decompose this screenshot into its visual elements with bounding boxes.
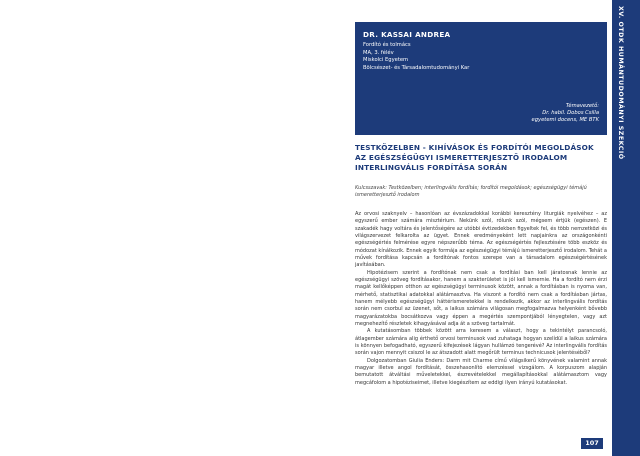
section-label: XV. OTDK HUMÁNTUDOMÁNYI SZEKCIÓ — [617, 6, 624, 160]
supervisor-position: egyetemi docens, ME BTK — [531, 117, 599, 124]
keywords-text: Testközelben; interlingvális fordítás; fordítói megoldások; egészségügyi témájú ismeretterjesztő irodalom — [355, 185, 587, 199]
author-details — [363, 42, 469, 73]
author-faculty: Bölcsészet- és Társadalomtudományi Kar — [363, 65, 470, 72]
paragraph: A kutatásomban többek között arra keresem a választ, hogy a tekintélyt parancsoló, átlagember számára alig érthető orvosi terminusok vad zuhataga hogyan szelídül a laikus számára is könnyen befogadható, egyszerű kifejezések lágyan hullámzó tengerévé? Az interlingvális fordítás során vajon mennyit csiszol le az átszadott alatt megőrült terminus technicusok jelentéséből? — [355, 328, 607, 357]
supervisor-block — [532, 103, 599, 125]
author-name: DR. KASSAI ANDREA — [363, 30, 451, 39]
keywords-label: Kulcsszavak: — [355, 185, 387, 191]
article-title: TESTKÖZELBEN - KIHÍVÁSOK ÉS FORDÍTÓI MEGOLDÁSOK AZ EGÉSZSÉGÜGYI ISMERETTERJESZTŐ IRODALOM INTERLINGVÁLIS FORDÍTÁSA SORÁN — [355, 143, 594, 172]
author-role: Fordító és tolmács — [363, 42, 411, 48]
article-body — [355, 211, 607, 387]
supervisor-label: Témavezető: — [565, 103, 599, 109]
author-university: Miskolci Egyetem — [363, 57, 409, 64]
supervisor-name: Dr. habil. Dobos Csilla — [542, 110, 599, 117]
keywords — [355, 185, 607, 200]
section-strip — [612, 0, 640, 456]
paragraph: Az orvosi szaknyelv – hasonlóan az évszázadokkal korábbi keresztény liturgiák nyelvéhez – az egyszerű ember számára misztérium. Nekünk szól, rólunk szól, mégsem értjük (egészen). E szakadék hagy voltára és jelentőségére az utóbbi évtizedekben figyeltek fel, és több nemzetközi és világszervezet felkarolta az ügyet. Ennek eredményeként lett napjainkra az országonkénti egészségértés felmérése egyre népszerűbb téma. Az egészségértés fejlesztésére több eszköz és módozat kínálkozik. Ennek egyik formája az egészségügyi témájú ismeretterjesztő irodalom. Tehát a művek fordítása kapcsán a fordítónak fontos szerepe van a társadalom egészségértésének javításában. — [355, 211, 607, 269]
paragraph: Dolgozatomban Giulia Enders: Darm mit Charme című világsikerű könyvének valamint annak magyar illetve angol fordítását, összehasonlító elemzéssel vizsgálom. A korpuszom alapján bemutatott átváltási műveletekkel, észrevételekkel megállapításokkal alátámasztom vagy megcáfolom a hipotéziseimet, illetve kiegészítem az eddigi ilyen irányú kutatásokat. — [355, 357, 607, 386]
author-box — [355, 22, 607, 135]
page-number: 107 — [581, 438, 603, 449]
paragraph: Hipotézisem szerint a fordítónak nem csak a fordítási ban kell járatosnak lennie az egészségügyi szöveg fordításakor, hanem a szakterületet is jól kell ismernie. Ha a fordító nem érzi magát kellőképpen otthon az egészségügyi terminusok között, annak a fordításban is nyoma van, mérhető, statisztikai adatokkal alátámasztva. Ha viszont a fordító nem csak a fordításban jártas, hanem mélyebb egészségügyi háttérismeretekkel is rendelkezik, akkor az interlingvális fordítás során nem csorbul az üzenet, sőt, a laikus számára világosan megfogalmazva helyenként bővebb magyarázatokba bocsátkozva vagy éppen a megértés szempontjából lényegtelen, vagy azt megnehezítő részletek kihagyásával adja át a szöveg tartalmát. — [355, 269, 607, 327]
author-program: MA, 3. félév — [363, 49, 394, 56]
